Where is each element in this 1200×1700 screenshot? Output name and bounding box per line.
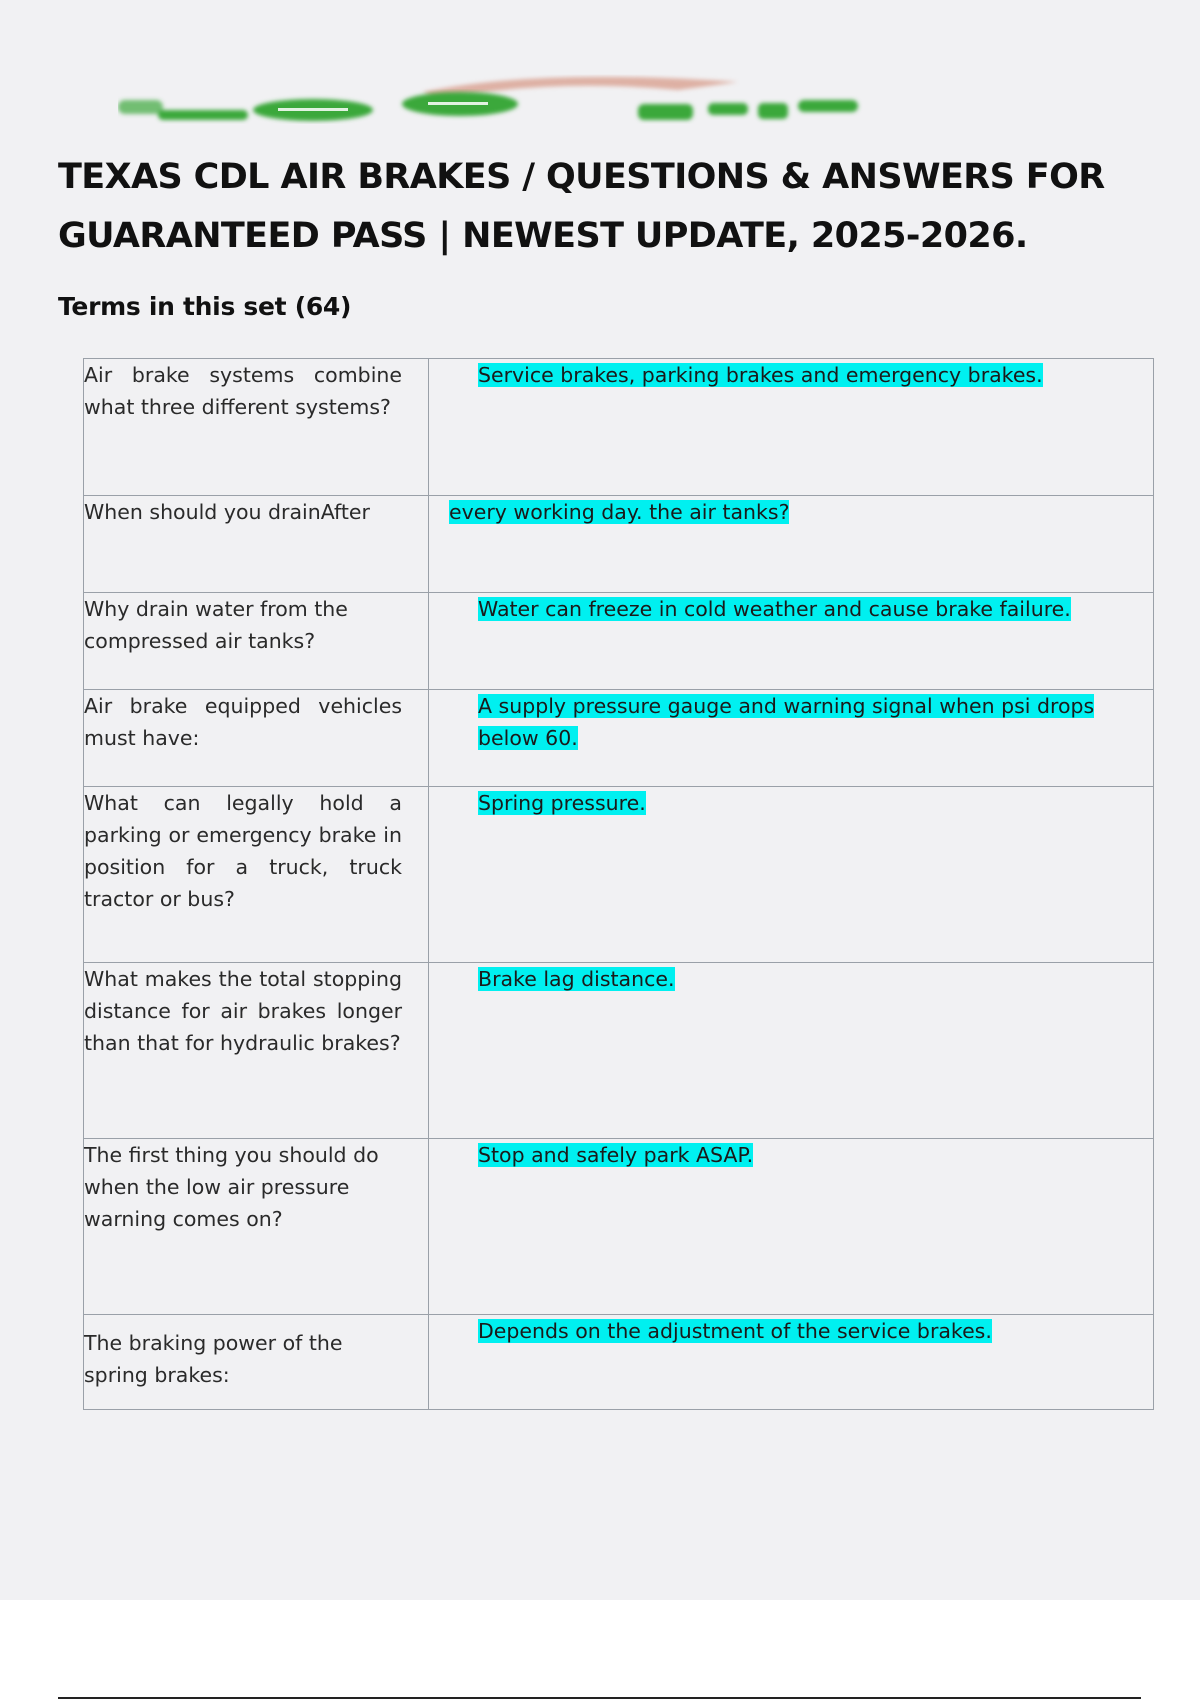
document-title [58,148,1158,266]
terms-set-heading: Terms in this set (64) [58,292,352,321]
question-cell [84,496,429,593]
document-title-line: TEXAS CDL AIR BRAKES / QUESTIONS & ANSWERS FOR [58,157,1105,197]
question-cell [84,787,429,963]
terms-table [83,358,1154,1410]
table-row [84,1139,1154,1315]
table-row [84,496,1154,593]
answer-cell [429,593,1154,690]
answer-text: Depends on the adjustment of the service brakes. [478,1319,992,1343]
question-text: What makes the total stopping distance for air brakes longer than that for hydraulic brakes? [84,967,402,1055]
answer-text: Water can freeze in cold weather and cause brake failure. [478,597,1071,621]
question-cell [84,690,429,787]
question-cell [84,1139,429,1315]
table-row [84,787,1154,963]
question-text: The first thing you should do when the low air pressure warning comes on? [84,1143,379,1231]
answer-text: Brake lag distance. [478,967,675,991]
answer-text: Spring pressure. [478,791,646,815]
question-text: When should you drainAfter [84,500,370,524]
table-row [84,359,1154,496]
question-cell [84,1315,429,1410]
footer-divider [58,1697,1141,1699]
question-cell [84,359,429,496]
question-text: Air brake systems combine what three different systems? [84,363,402,419]
answer-text: Service brakes, parking brakes and emergency brakes. [478,363,1043,387]
answer-cell [429,690,1154,787]
answer-cell [429,787,1154,963]
question-text: Air brake equipped vehicles must have: [84,694,402,750]
answer-text: A supply pressure gauge and warning signal when psi drops below 60. [478,694,1095,750]
question-cell [84,593,429,690]
table-row [84,963,1154,1139]
answer-cell [429,1315,1154,1410]
answer-text: Stop and safely park ASAP. [478,1143,754,1167]
table-row [84,593,1154,690]
answer-cell [429,1139,1154,1315]
table-row [84,1315,1154,1410]
answer-text: every working day. the air tanks? [449,500,790,524]
document-title-line: GUARANTEED PASS | NEWEST UPDATE, 2025-2026. [58,216,1028,256]
learn-logo [118,70,938,132]
question-cell [84,963,429,1139]
question-text: Why drain water from the compressed air tanks? [84,597,348,653]
question-text: What can legally hold a parking or emergency brake in position for a truck, truck tractor or bus? [84,791,402,911]
question-text: The braking power of the spring brakes: [84,1331,343,1387]
table-row [84,690,1154,787]
answer-cell [429,963,1154,1139]
answer-cell [429,496,1154,593]
answer-cell [429,359,1154,496]
